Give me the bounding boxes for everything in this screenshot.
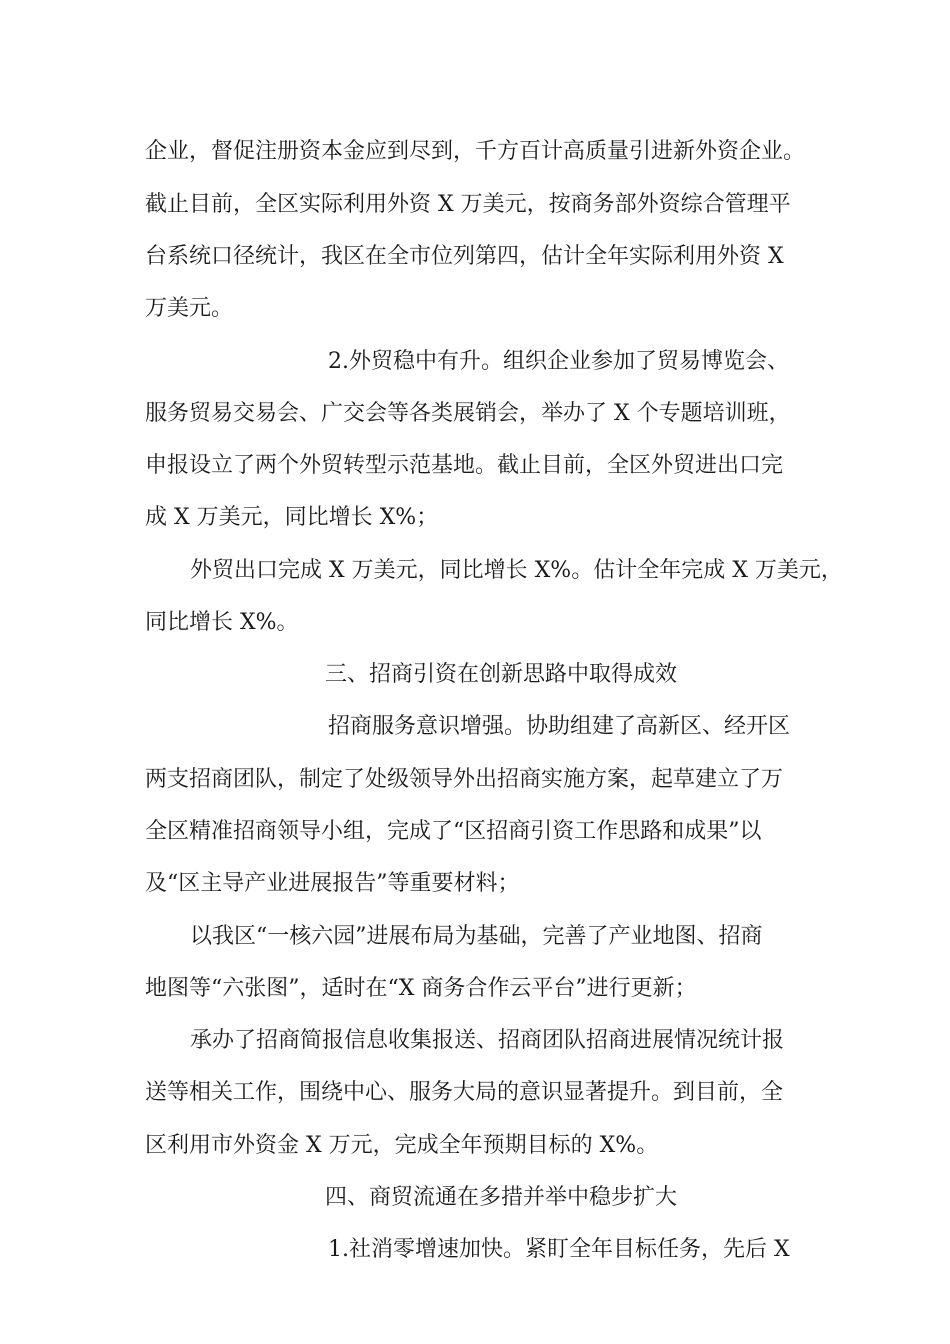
text-line: 申报设立了两个外贸转型示范基地。截止目前，全区外贸进出口完: [145, 453, 784, 478]
section-heading: 三、招商引资在创新思路中取得成效: [325, 662, 678, 687]
text-line: 成 X 万美元，同比增长 X%；: [145, 505, 439, 530]
text-line: 及“区主导产业进展报告”等重要材料；: [145, 871, 520, 896]
text-line: 送等相关工作，围绕中心、服务大局的意识显著提升。到目前，全: [145, 1080, 784, 1105]
text-line: 同比增长 X%。: [145, 610, 299, 635]
text-line: 全区精准招商领导小组，完成了“区招商引资工作思路和成果”以: [145, 819, 762, 844]
section-heading: 四、商贸流通在多措并举中稳步扩大: [325, 1185, 678, 1210]
text-line: 截止目前，全区实际利用外资 X 万美元，按商务部外资综合管理平: [145, 192, 791, 217]
text-line: 承办了招商简报信息收集报送、招商团队招商进展情况统计报: [190, 1028, 785, 1053]
text-line: 1.社消零增速加快。紧盯全年目标任务，先后 X: [328, 1237, 790, 1262]
text-line: 以我区“一核六园”进展布局为基础，完善了产业地图、招商: [190, 924, 763, 949]
text-line: 万美元。: [145, 296, 234, 321]
text-line: 2.外贸稳中有升。组织企业参加了贸易博览会、: [328, 349, 789, 374]
text-line: 招商服务意识增强。协助组建了高新区、经开区: [328, 714, 791, 739]
text-line: 区利用市外资金 X 万元，完成全年预期目标的 X%。: [145, 1133, 659, 1158]
text-line: 外贸出口完成 X 万美元，同比增长 X%。估计全年完成 X 万美元，: [190, 558, 843, 583]
text-line: 服务贸易交易会、广交会等各类展销会，举办了 X 个专题培训班，: [145, 401, 791, 426]
text-line: 地图等“六张图”，适时在“X 商务合作云平台”进行更新；: [145, 976, 697, 1001]
text-line: 两支招商团队，制定了处级领导外出招商实施方案，起草建立了万: [145, 767, 784, 792]
text-line: 企业，督促注册资本金应到尽到，千方百计高质量引进新外资企业。: [145, 139, 806, 164]
text-line: 台系统口径统计，我区在全市位列第四，估计全年实际利用外资 X: [145, 244, 784, 269]
